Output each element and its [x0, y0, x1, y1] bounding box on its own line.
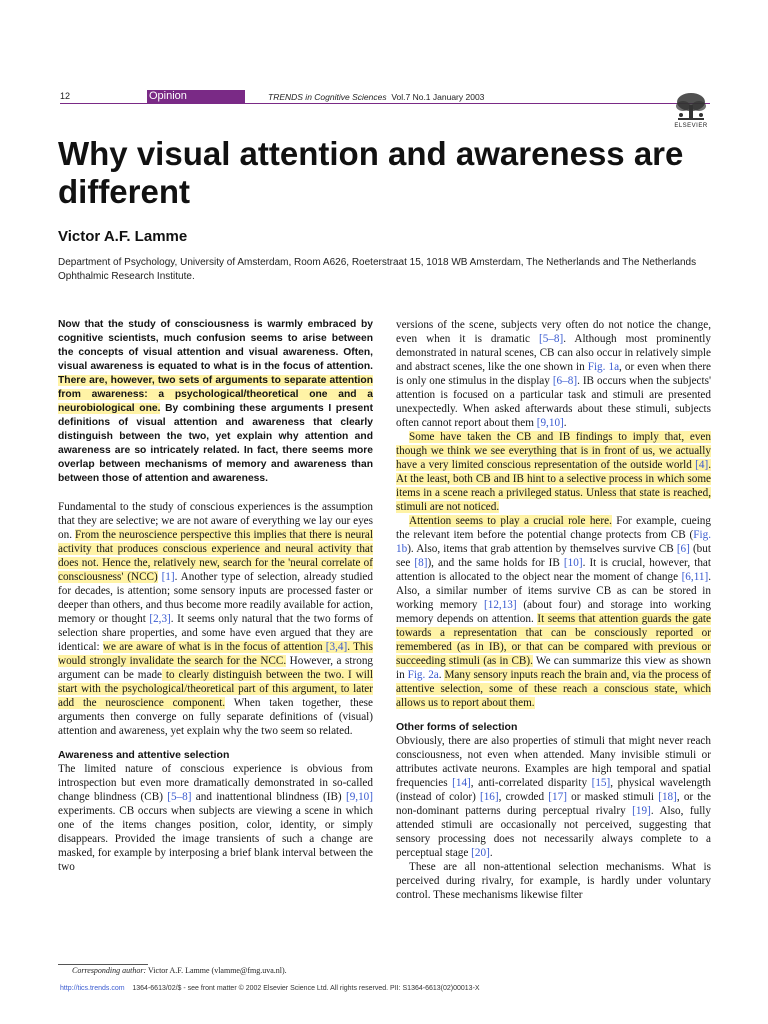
- highlight: we are aware of what is in the focus of attention [3,4]. This would strongly invalidate the search for the NCC.: [58, 641, 373, 667]
- body-paragraph: Attention seems to play a crucial role here. For example, cueing the relevant item before the potential change protects from CB (Fig. 1b). Also, items that grab attention by themselves survive CB [6] (but see [8]), and the same holds for IB [10]. It is crucial, however, that attention is allocated to the object near the moment of change [6,11]. Also, a similar number of items survive CB as can be stored in working memory [12,13] (about four) and storage into working memory depends on attention. It seems that attention guards the gate towards a representation that can be consciously reported or remembered (as in IB), or that can be compared with previous or succeeding stimuli (as in CB). We can summarize this view as shown in Fig. 2a. Many sensory inputs reach the brain and, via the process of attentive selection, some of these reach a conscious state, which allows us to report about them.: [396, 515, 712, 709]
- body-paragraph: Obviously, there are also properties of stimuli that might never reach consciousness, not even when attended. Many invisible stimuli or attributes activate neurons. Examples are high temporal and spatial frequencies [14], anti-correlated disparity [15], physical wavelength (instead of color) [16], crowded [17] or masked stimuli [18], or the non-dominant patterns during perceptual rivalry [19]. Also, fully attended stimuli are occasionally not perceived, suggesting that sensory processing does not necessarily always complete to a perceptual stage [20].: [396, 735, 712, 859]
- citation-link[interactable]: [19]: [632, 805, 651, 817]
- body-paragraph: [396, 430, 711, 514]
- body-paragraph: These are all non-attentional selection mechanisms. What is perceived during rivalry, for example, is hardly under voluntary control. These mechanisms likewise filter: [396, 861, 711, 901]
- citation-link[interactable]: [10]: [563, 557, 583, 569]
- footnote-label: Corresponding author:: [72, 966, 147, 975]
- footnote-text: Victor A.F. Lamme (vlamme@fmg.uva.nl).: [146, 966, 287, 975]
- citation-link[interactable]: [9,10]: [536, 417, 564, 429]
- body-paragraph: The limited nature of conscious experience is obvious from introspection but even more dramatically demonstrated in so-called change blindness (CB) [5–8] and inattentional blindness (IB) [9,10] experiments. CB occurs when subjects are viewing a scene in which one of the items changes position, color, identity, or simply disappears. Provided the image transients of such a change are masked, for example by interposing a brief blank interval between the two: [58, 763, 373, 873]
- citation-link[interactable]: [2,3]: [149, 613, 171, 625]
- citation-link[interactable]: [6,11]: [681, 571, 709, 583]
- abstract-text: By combining these arguments I present definitions of visual attention and awareness that clearly distinguish between the two, yet explain why attention and awareness are so intricately related. In fact, there seems more overlap between mechanisms of memory and awareness than between those of attention and awareness.: [58, 403, 373, 484]
- footer-copyright: 1364-6613/02/$ - see front matter © 2002 Elsevier Science Ltd. All rights reserved. PII: S1364-6613(02)00013-X: [132, 985, 480, 992]
- page-number: 12: [60, 91, 71, 101]
- highlight: Attention seems to play a crucial role here.: [409, 515, 612, 527]
- article-title: Why visual attention and awareness are different: [58, 135, 684, 210]
- citation-link[interactable]: [18]: [658, 791, 677, 803]
- corresponding-author-note: [72, 966, 287, 975]
- header-rule: [60, 103, 710, 104]
- left-column: [58, 318, 373, 874]
- footer: [60, 985, 480, 992]
- highlight: Some have taken the CB and IB findings to imply that, even though we think we see everything that is in front of us, we actually have a very limited conscious representation of the outside world [4]. At the least, both CB and IB hint to a selective process in which some items in a scene reach a privileged status. Unless that state is reached, stimuli are not noticed.: [396, 431, 711, 513]
- citation-link[interactable]: [16]: [479, 791, 499, 803]
- publisher-name: ELSEVIER: [674, 123, 708, 129]
- journal-url-link[interactable]: http://tics.trends.com: [60, 985, 125, 992]
- section-heading: Other forms of selection: [396, 721, 518, 733]
- section-tag: Opinion: [147, 90, 245, 103]
- abstract-text: Now that the study of consciousness is warmly embraced by cognitive scientists, much confusion seems to arise between the concepts of visual attention and visual awareness. Often, visual awareness is equated to what is in the focus of attention.: [58, 319, 373, 372]
- highlight: It seems that attention guards the gate towards a representation that can be consciously reported or remembered (as in IB), or that can be compared with previous or succeeding stimuli (as in CB).: [396, 613, 711, 667]
- highlight: From the neuroscience perspective this implies that there is neural activity that produces conscious experience and neural activity that does not. Hence the, relatively new, search for the 'neural correlate of consciousness' (NCC): [58, 529, 373, 583]
- figure-link[interactable]: Fig. 1b: [396, 529, 711, 555]
- citation-link[interactable]: [1]: [161, 571, 175, 583]
- citation-link[interactable]: [5–8]: [538, 333, 564, 345]
- abstract-highlight: There are, however, two sets of arguments to separate attention from awareness: a psychological/theoretical one and a neurobiological one.: [58, 375, 373, 414]
- journal-name: TRENDS in Cognitive Sciences: [268, 92, 387, 102]
- citation-link[interactable]: [12,13]: [484, 599, 517, 611]
- highlight: Many sensory inputs reach the brain and, via the process of attentive selection, some of these reach a conscious state, which allows us to report about them.: [396, 669, 711, 709]
- figure-link[interactable]: Fig. 2a: [407, 669, 439, 681]
- citation-link[interactable]: [15]: [591, 777, 611, 789]
- body-paragraph: versions of the scene, subjects very often do not notice the change, even when it is dramatic [5–8]. Although most prominently demonstrated in natural scenes, CB can also occur in relatively simple and abstract scenes, like the one shown in Fig. 1a, or even when there is only one stimulus in the display [6–8]. IB occurs when the subjects' attention is focused on a particular task and stimuli are presented unexpectedly. When asked afterwards about these stimuli, subjects often cannot report about them [9,10].: [396, 319, 712, 429]
- author-affiliation: Department of Psychology, University of Amsterdam, Room A626, Roeterstraat 15, 1018 WB Amsterdam, The Netherlands and The Netherlands Ophthalmic Research Institute.: [58, 257, 697, 282]
- citation-link[interactable]: [5–8]: [167, 791, 192, 803]
- citation-link[interactable]: [17]: [548, 791, 567, 803]
- journal-line: [268, 92, 484, 102]
- abstract: [58, 318, 373, 486]
- footnote-rule: [58, 964, 148, 965]
- author-name: Victor A.F. Lamme: [58, 228, 188, 245]
- figure-link[interactable]: Fig. 1a: [587, 361, 620, 373]
- citation-link[interactable]: [20]: [471, 847, 490, 859]
- right-column: [396, 318, 711, 902]
- citation-link[interactable]: [14]: [452, 777, 471, 789]
- citation-link[interactable]: [6]: [676, 543, 690, 555]
- section-heading: Awareness and attentive selection: [58, 749, 230, 761]
- citation-link[interactable]: [3,4]: [325, 641, 348, 653]
- citation-link[interactable]: [4]: [695, 459, 709, 471]
- body-paragraph: Fundamental to the study of conscious experiences is the assumption that they are selective; we are not aware of everything we lay our eyes on. From the neuroscience perspective this implies that there is neural activity that produces conscious experience and neural activity that does not. Hence the, relatively new, search for the 'neural correlate of consciousness' (NCC) [1]. Another type of selection, already studied for decades, is attention; some sensory inputs are processed faster or deeper than others, and thus become more readily available for action, memory or thought [2,3]. It seems only natural that the two forms of selection share properties, and some have even argued that they are identical: we are aware of what is in the focus of attention [3,4]. This would strongly invalidate the search for the NCC. However, a strong argument can be made to clearly distinguish between the two. I will start with the psychological/theoretical part of this argument, to later add the neuroscience component. When taken together, these arguments then converge on fully separate definitions of (visual) attention and awareness, yet explain why the two seem so related.: [58, 501, 374, 737]
- citation-link[interactable]: [6–8]: [552, 375, 578, 387]
- citation-link[interactable]: [9,10]: [345, 791, 373, 803]
- highlight: to clearly distinguish between the two. I will start with the psychological/theoretical part of this argument, to later add the neuroscience component.: [58, 669, 374, 709]
- volume-issue: Vol.7 No.1 January 2003: [391, 92, 485, 102]
- citation-link[interactable]: [8]: [414, 557, 428, 569]
